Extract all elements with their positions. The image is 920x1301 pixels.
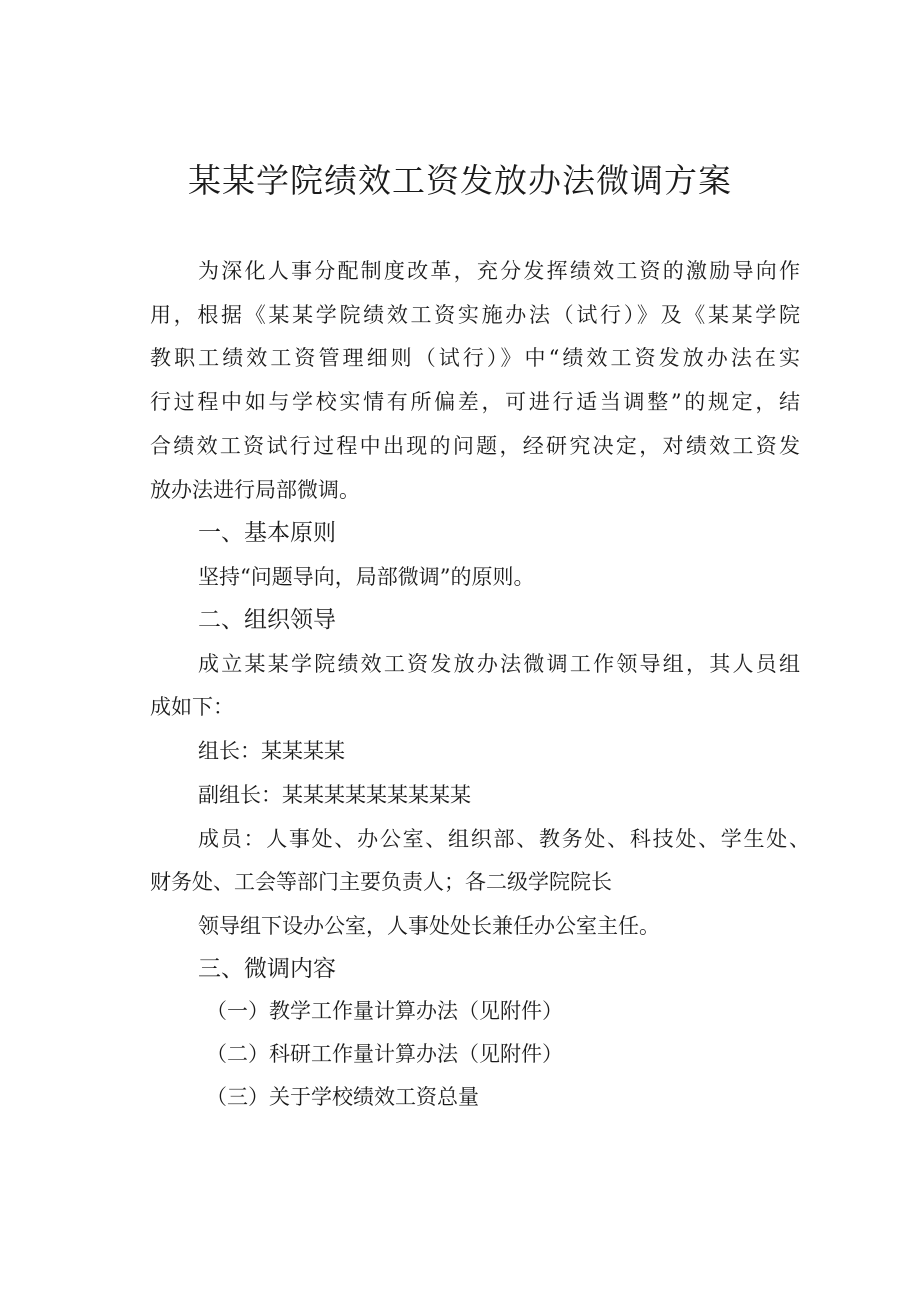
section-heading-adjustments: 三、微调内容	[198, 956, 336, 982]
members-line-1: 成员：人事处、办公室、组织部、教务处、科技处、学生处、	[198, 827, 810, 851]
leadership-line-1: 成立某某学院绩效工资发放办法微调工作领导组，其人员组	[198, 652, 800, 676]
leadership-line-2: 成如下：	[150, 695, 234, 719]
intro-line-2: 用，根据《某某学院绩效工资实施办法（试行）》及《某某学院	[150, 303, 800, 327]
adjustment-item-2: （二）科研工作量计算办法（见附件）	[206, 1042, 563, 1066]
document-title: 某某学院绩效工资发放办法微调方案	[188, 161, 732, 200]
adjustment-item-1: （一）教学工作量计算办法（见附件）	[206, 999, 563, 1023]
adjustment-item-3: （三）关于学校绩效工资总量	[206, 1085, 479, 1109]
intro-line-5: 合绩效工资试行过程中出现的问题，经研究决定，对绩效工资发	[150, 434, 800, 458]
intro-line-4: 行过程中如与学校实情有所偏差，可进行适当调整”的规定，结	[150, 390, 800, 414]
intro-line-1: 为深化人事分配制度改革，充分发挥绩效工资的激励导向作	[198, 259, 800, 283]
intro-line-6: 放办法进行局部微调。	[150, 478, 360, 502]
section-heading-leadership: 二、组织领导	[198, 607, 336, 633]
principles-text: 坚持“问题导向，局部微调”的原则。	[198, 565, 535, 589]
section-heading-principles: 一、基本原则	[198, 520, 336, 546]
office-text: 领导组下设办公室，人事处处长兼任办公室主任。	[198, 914, 660, 938]
intro-line-3: 教职工绩效工资管理细则（试行）》中“绩效工资发放办法在实	[150, 346, 800, 370]
deputy-leader: 副组长：某某某某某某某某某	[198, 783, 471, 807]
group-leader: 组长：某某某某	[198, 739, 345, 763]
members-line-2: 财务处、工会等部门主要负责人；各二级学院院长	[150, 870, 612, 894]
